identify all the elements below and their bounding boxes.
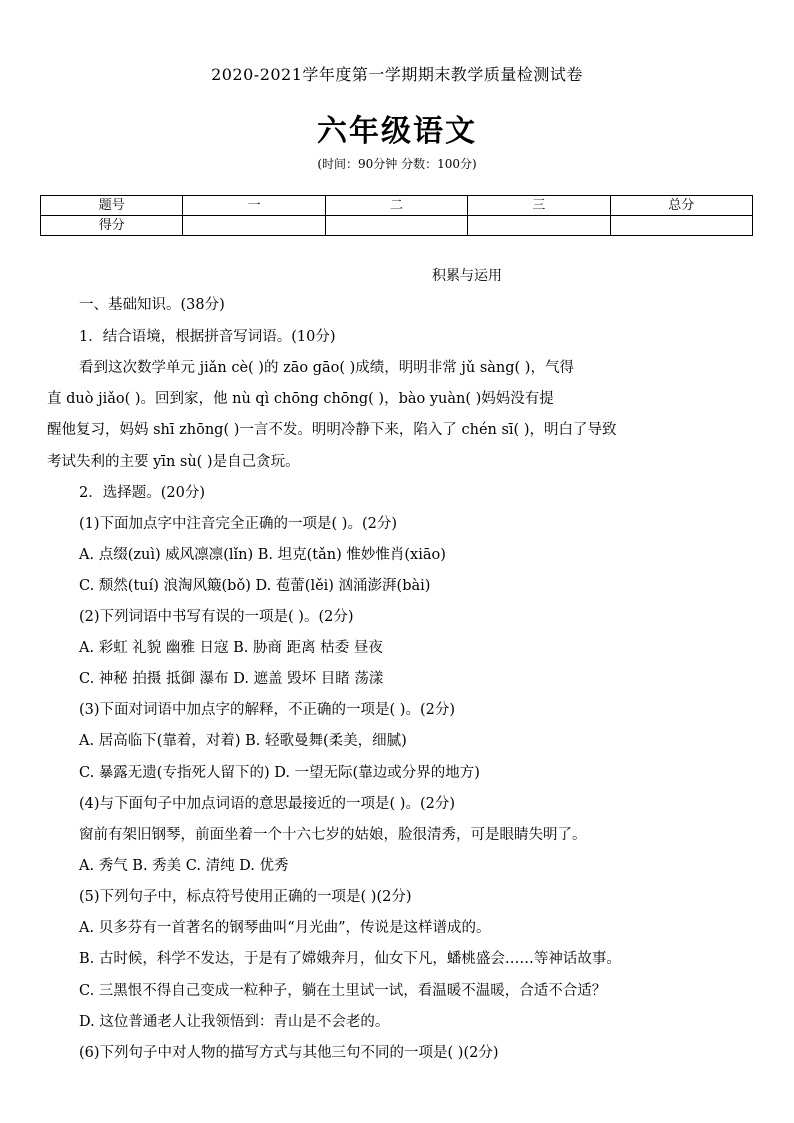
answer-option: C. 三黑恨不得自己变成一粒种子，躺在土里试一试，看温暖不温暖，合适不合适？ (79, 983, 607, 999)
table-cell: 得分 (41, 216, 183, 236)
score-entry-cell[interactable] (325, 216, 467, 236)
question-text: 窗前有架旧钢琴，前面坐着一个十六七岁的姑娘，脸很清秀，可是眼睛失明了。 (79, 827, 587, 843)
question-text: (5)下列句子中，标点符号使用正确的一项是( )(2分) (79, 889, 412, 905)
table-cell: 一 (183, 196, 325, 216)
question-text: (1)下面加点字中注音完全正确的一项是( )。(2分) (79, 516, 398, 532)
score-entry-cell[interactable] (468, 216, 610, 236)
section-title: 积累与运用 (432, 268, 502, 284)
answer-option: D. 这位普通老人让我领悟到：青山是不会老的。 (79, 1014, 390, 1030)
question-heading: 2．选择题。(20分) (79, 485, 205, 501)
exam-header: 2020-2021学年度第一学期期末教学质量检测试卷 (211, 65, 583, 84)
answer-option: C. 颓然(tuí) 浪淘风簸(bǒ) D. 苞蕾(lěi) 汹涌澎湃(bài) (79, 578, 431, 594)
exam-meta: (时间：90分钟 分数：100分) (317, 157, 477, 171)
score-entry-cell[interactable] (183, 216, 325, 236)
table-cell: 题号 (41, 196, 183, 216)
table-cell: 总分 (610, 196, 752, 216)
question-text: (3)下面对词语中加点字的解释，不正确的一项是( )。(2分) (79, 702, 455, 718)
answer-option: A. 彩虹 礼貌 幽雅 日寇 B. 胁商 距离 枯委 昼夜 (79, 640, 383, 656)
answer-option: B. 古时候，科学不发达，于是有了嫦娥奔月，仙女下凡，蟠桃盛会……等神话故事。 (79, 951, 621, 967)
table-cell: 三 (468, 196, 610, 216)
score-table-score-row (41, 216, 753, 236)
score-entry-cell[interactable] (610, 216, 752, 236)
question-text: (4)与下面句子中加点词语的意思最接近的一项是( )。(2分) (79, 796, 455, 812)
answer-option: A. 居高临下(靠着，对着) B. 轻歌曼舞(柔美，细腻) (79, 733, 407, 749)
score-table (40, 195, 753, 236)
page-title: 六年级语文 (317, 114, 477, 149)
question-text: 看到这次数学单元 jiǎn cè( )的 zāo gāo( )成绩，明明非常 jǔ sàng( )，气得 (79, 360, 574, 376)
answer-option: C. 神秘 拍摄 抵御 瀑布 D. 遮盖 毁坏 目睹 荡漾 (79, 671, 384, 687)
table-cell: 二 (325, 196, 467, 216)
question-text: 考试失利的主要 yīn sù( )是自己贪玩。 (47, 454, 300, 470)
score-table-header-row (41, 196, 753, 216)
part-heading: 一、基础知识。(38分) (79, 297, 225, 313)
answer-option: A. 点缀(zuì) 威风凛凛(lǐn) B. 坦克(tǎn) 惟妙惟肖(xiāo) (79, 547, 446, 563)
answer-option: A. 贝多芬有一首著名的钢琴曲叫“月光曲”，传说是这样谱成的。 (79, 920, 491, 936)
answer-option: C. 暴露无遗(专指死人留下的) D. 一望无际(靠边或分界的地方) (79, 765, 480, 781)
question-text: (6)下列句子中对人物的描写方式与其他三句不同的一项是( )(2分) (79, 1045, 499, 1061)
question-text: 醒他复习，妈妈 shī zhōng( )一言不发。明明冷静下来，陷入了 chén sī( )，明白了导致 (47, 422, 617, 438)
answer-option: A. 秀气 B. 秀美 C. 清纯 D. 优秀 (79, 858, 289, 874)
question-text: 直 duò jiǎo( )。回到家，他 nù qì chōng chōng( )，bào yuàn( )妈妈没有提 (47, 391, 554, 407)
question-heading: 1．结合语境，根据拼音写词语。(10分) (79, 329, 336, 345)
question-text: (2)下列词语中书写有误的一项是( )。(2分) (79, 609, 354, 625)
